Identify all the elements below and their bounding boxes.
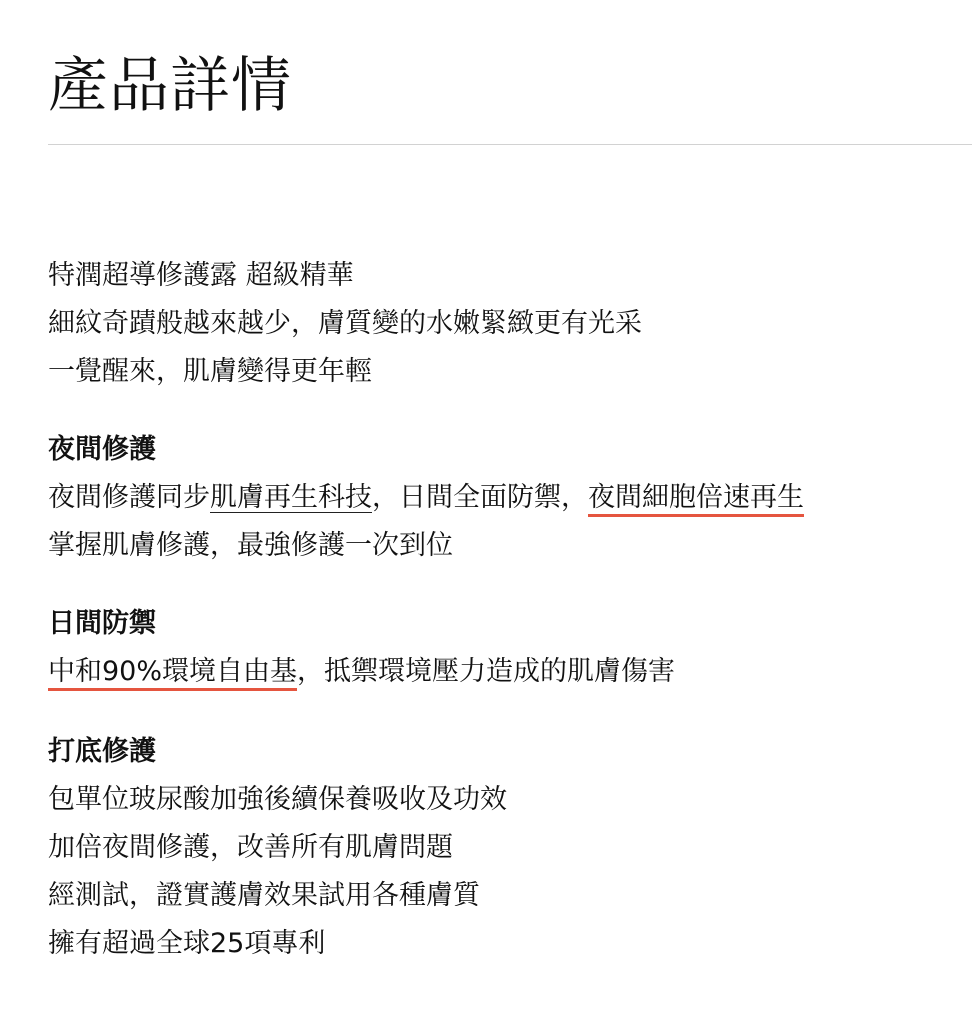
section-heading-base-repair: 打底修護	[48, 736, 156, 767]
day-defense-line-1	[48, 648, 948, 696]
night-repair-text-a: 夜間修護同步	[48, 482, 210, 513]
intro-block	[48, 252, 948, 396]
night-cell-regeneration-highlight: 夜間細胞倍速再生	[588, 482, 804, 513]
section-heading-day-defense: 日間防禦	[48, 608, 156, 639]
free-radical-highlight: 中和90%環境自由基	[48, 656, 298, 687]
base-repair-line-2: 加倍夜間修護，改善所有肌膚問題	[48, 832, 453, 863]
section-heading-night-repair: 夜間修護	[48, 434, 156, 465]
night-repair-text-b: ，日間全面防禦，	[372, 482, 588, 513]
page-title: 產品詳情	[48, 51, 292, 121]
section-day-defense	[48, 600, 948, 696]
section-base-repair	[48, 728, 948, 968]
intro-line-2: 細紋奇蹟般越來越少，膚質變的水嫩緊緻更有光采	[48, 308, 642, 339]
skin-regeneration-tech-link[interactable]: 肌膚再生科技	[210, 482, 372, 513]
day-defense-text: ，抵禦環境壓力造成的肌膚傷害	[297, 656, 676, 687]
night-repair-line-2: 掌握肌膚修護，最強修護一次到位	[48, 530, 453, 561]
intro-line-1: 特潤超導修護露 超級精華	[48, 260, 354, 291]
product-details-content	[48, 252, 948, 968]
intro-line-3: 一覺醒來，肌膚變得更年輕	[48, 356, 372, 387]
night-repair-line-1	[48, 474, 948, 522]
base-repair-line-3: 經測試，證實護膚效果試用各種膚質	[48, 880, 480, 911]
title-divider	[48, 144, 972, 145]
base-repair-line-4: 擁有超過全球25項專利	[48, 928, 326, 959]
section-night-repair	[48, 426, 948, 570]
base-repair-line-1: 包單位玻尿酸加強後續保養吸收及功效	[48, 784, 507, 815]
